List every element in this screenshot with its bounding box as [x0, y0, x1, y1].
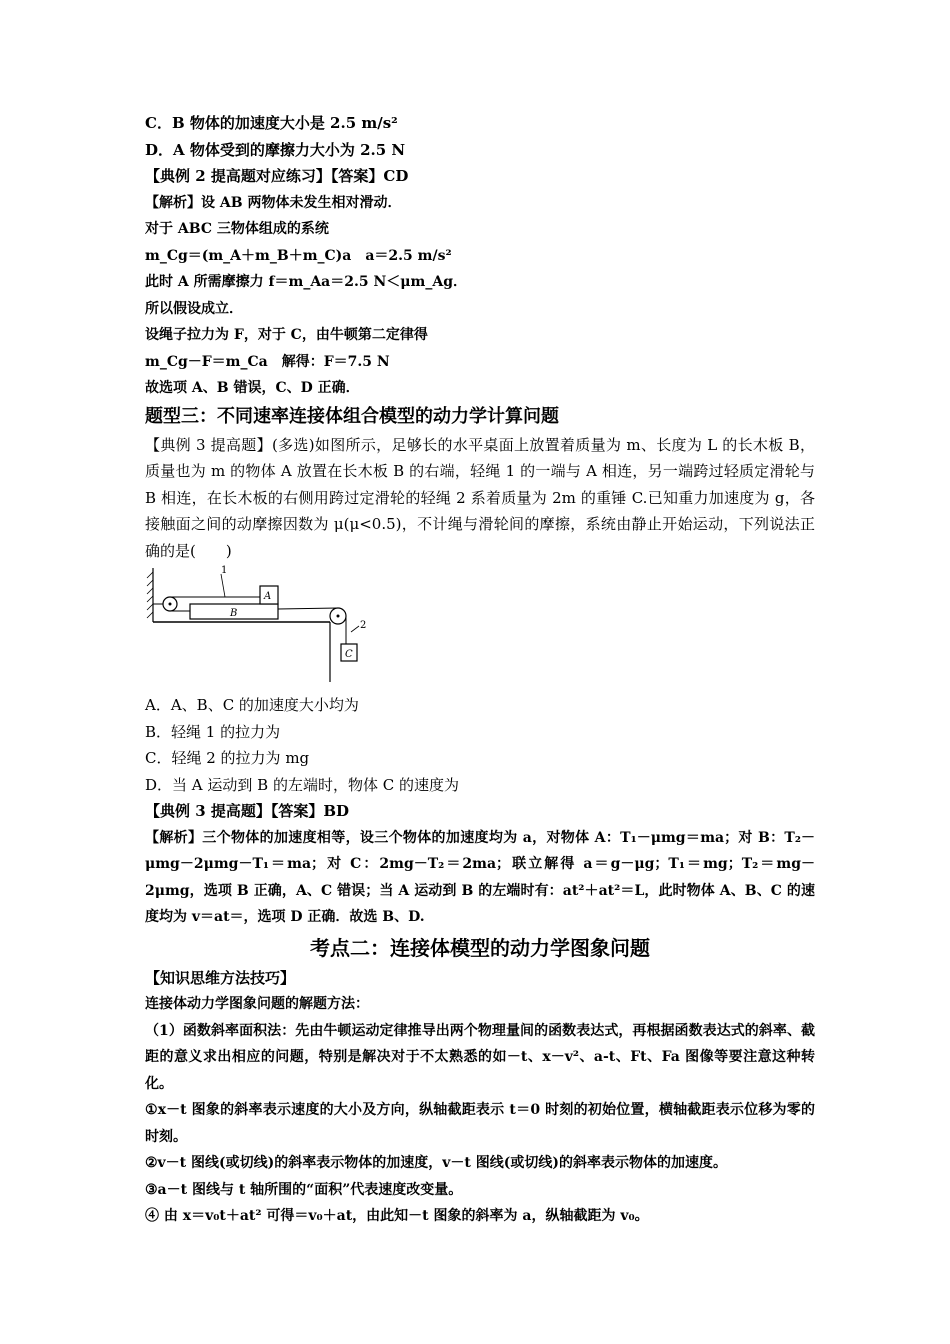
analysis-3-text: 【解析】三个物体的加速度相等，设三个物体的加速度均为 a，对物体 A：T₁－μmg＝ma；对 B：T₂－μmg－2μmg－T₁＝ma；对 C：2mg－T₂＝2ma；联立解得 a＝g－μg；T₁＝mg；T₂＝mg－2μmg，选项 B 正确，A、C 错误；当 A 运动到 B 的左端时有：at²＋at²＝L，此时物体 A、B、C 的速度均为 v＝at＝，选项 D 正确．故选 B、D. — [145, 829, 815, 925]
analysis-line: 此时 A 所需摩擦力 f＝m_Aa＝2.5 N＜μm_Ag． — [145, 274, 467, 290]
method-1: （1）函数斜率面积法：先由牛顿运动定律推导出两个物理量间的函数表达式，再根据函数表达式的斜率、截距的意义求出相应的问题，特别是解决对于不太熟悉的如－t、x－v²、a-t、Ft、Fa 图像等要注意这种转化。 — [145, 1022, 815, 1092]
method-intro: 连接体动力学图象问题的解题方法： — [145, 996, 369, 1012]
section-2-heading: 考点二：连接体模型的动力学图象问题 — [310, 935, 650, 960]
option-c: C．轻绳 2 的拉力为 mg — [145, 749, 310, 767]
point-1: ①x－t 图象的斜率表示速度的大小及方向，纵轴截距表示 t＝0 时刻的初始位置，横轴截距表示位移为零的时刻。 — [145, 1102, 815, 1145]
analysis-line: 所以假设成立． — [145, 300, 243, 317]
weight-c-label: C — [345, 649, 353, 660]
board-b-label: B — [230, 608, 238, 619]
analysis-line: 对于 ABC 三物体组成的系统 — [145, 221, 329, 237]
analysis-line: m_Cg－F＝m_Ca 解得：F＝7.5 N — [145, 353, 390, 370]
block-a-label: A — [264, 591, 272, 602]
analysis-line: m_Cg＝(m_A＋m_B＋m_C)a a＝2.5 m/s² — [145, 247, 452, 264]
option-c-prev: C．B 物体的加速度大小是 2.5 m/s² — [145, 114, 398, 132]
answer-3-label: 【典例 3 提高题】【答案】BD — [145, 802, 350, 820]
option-d: D．当 A 运动到 B 的左端时，物体 C 的速度为 — [145, 775, 459, 794]
point-4: ④ 由 x＝v₀t＋at² 可得＝v₀＋at，由此知－t 图象的斜率为 a，纵轴截距为 v₀。 — [145, 1208, 649, 1224]
type3-heading: 题型三：不同速率连接体组合模型的动力学计算问题 — [145, 405, 559, 427]
rope-2-label: 2 — [360, 620, 367, 631]
pulley-diagram — [145, 564, 385, 692]
option-a: A．A、B、C 的加速度大小均为 — [145, 696, 359, 714]
pulley-figure — [145, 564, 815, 692]
point-2: ②v－t 图线(或切线)的斜率表示物体的加速度，v－t 图线(或切线)的斜率表示物体的加速度。 — [145, 1155, 727, 1171]
knowledge-title: 【知识思维方法技巧】 — [145, 968, 296, 987]
option-b: B．轻绳 1 的拉力为 — [145, 722, 281, 741]
analysis-line: 故选项 A、B 错误，C、D 正确． — [145, 380, 360, 396]
analysis-line: 设绳子拉力为 F，对于 C，由牛顿第二定律得 — [145, 327, 428, 343]
rope-1-label: 1 — [221, 565, 228, 576]
option-d-prev: D．A 物体受到的摩擦力大小为 2.5 N — [145, 140, 406, 159]
answer-2-label: 【典例 2 提高题对应练习】【答案】CD — [145, 167, 409, 185]
document-page — [145, 110, 815, 1230]
point-3: ③a－t 图线与 t 轴所围的“面积”代表速度改变量。 — [145, 1181, 463, 1198]
problem-3-text: 【典例 3 提高题】(多选)如图所示，足够长的水平桌面上放置着质量为 m、长度为 L 的长木板 B，质量也为 m 的物体 A 放置在长木板 B 的右端，轻绳 1 的一端与 A 相连，另一端跨过轻质定滑轮与 B 相连，在长木板的右侧用跨过定滑轮的轻绳 2 系着质量为 2m 的重锤 C.已知重力加速度为 g，各接触面之间的动摩擦因数为 μ(μ<0.5)，不计绳与滑轮间的摩擦，系统由静止开始运动，下列说法正确的是( ) — [145, 435, 815, 560]
analysis-line: 【解析】设 AB 两物体未发生相对滑动． — [145, 194, 402, 211]
